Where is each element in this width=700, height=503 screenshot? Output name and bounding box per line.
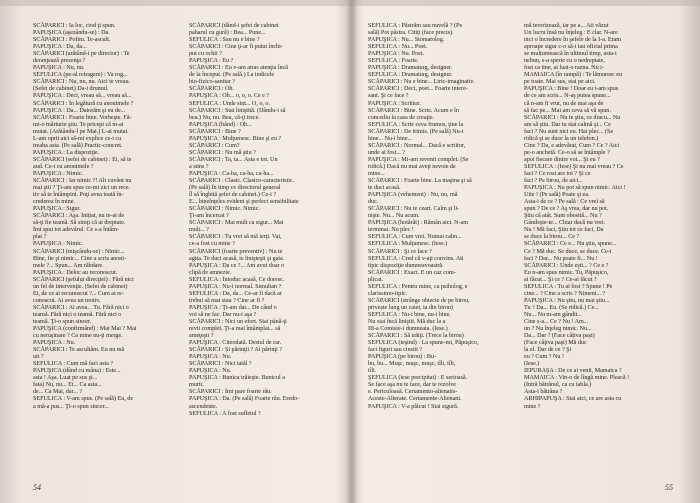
- text-line: SEFULICA : Unde sint... O, o, o.: [189, 99, 270, 107]
- text-line: plat ?: [33, 233, 47, 241]
- text-line: nişte. Nu... Nu acum.: [368, 212, 420, 220]
- text-line: SCĂPARICI : Nici tatăl ?: [189, 360, 252, 368]
- text-line: PAPUŞICA : Nimic.: [33, 169, 83, 177]
- text-line: PAPUŞICA : Nu.: [33, 339, 76, 347]
- text-line: SCĂPARICI : Cine ţi-ar fi putut închi-: [189, 43, 283, 51]
- text-line: să-ţi fie teamă. Să simţi că ai dreptate.: [33, 219, 126, 227]
- text-line: SEFULICA : Mulţumesc. (Iese.): [368, 240, 448, 248]
- text-line: SCĂPARICI : Şi ce face ?: [368, 247, 432, 255]
- text-line: Nu stai încă liniştit. Mă duc la a: [368, 317, 446, 325]
- text-line: SCĂPARICI : Eu v-am atras atenţia încă: [189, 64, 288, 72]
- text-line: mai ştii ? Ţi-am spus ce-mi zici un rece.: [33, 184, 131, 192]
- text-line: Tu ? Da... Eu. (Se ridică.) Ce...: [524, 303, 599, 311]
- left-column-2: [189, 22, 335, 462]
- text-line: SCĂPARICI : Bine ?: [189, 127, 241, 135]
- text-line: mi-o mărturie ştiu. Te pricepi că m-ai: [33, 120, 124, 128]
- text-line: PAPUŞICA : Dramaturg, designer.: [368, 64, 453, 72]
- text-line: SCĂPARICI (mişcându-se) : Nimic...: [33, 247, 125, 255]
- text-line: că n-am fi vrut, nu de mai aşa de: [524, 99, 604, 107]
- text-line: SEFULICA : Cred că v-aţi convins. Ati: [368, 254, 464, 262]
- text-line: PAPUŞICA : Deloc au reconoscut.: [33, 268, 118, 276]
- text-line: Cine ? Da, e adevărat, Cum ? Ce ? Aici: [524, 141, 620, 149]
- text-line: SCĂPARICI : Nu te ceart. Calm şi li-: [368, 205, 460, 213]
- text-line: Uite ! (Pe sală) Poate şi ea.: [524, 191, 590, 199]
- text-line: clipă de amnezie.: [189, 268, 232, 276]
- text-line: bea.) Nu, nu. Bea, că-ţi trece.: [189, 113, 260, 121]
- text-line: Asta-i de ce ? Pe sală : Ce vrei să: [524, 198, 605, 206]
- text-line: SCĂPARICI : Ai avea... Tu. Fără nici o: [33, 303, 129, 311]
- text-line: trebui să mai stau ? Cine ar fi ?: [189, 296, 265, 304]
- text-line: Cine s-a... Ce ? Nu ! Am...: [524, 317, 589, 325]
- text-line: PAPUŞICA : Nu, nu.: [33, 64, 85, 72]
- text-line: SEFULICA (ieşind) : La spune-mi, Păpuşico,: [368, 339, 479, 347]
- text-line: nici o încredere în şefele de la I-a. Eram: [524, 36, 622, 44]
- text-line: faci ? Pe birou, de aici...: [524, 177, 583, 185]
- text-line: plicat.: [368, 275, 383, 283]
- text-line: PAPUŞICA : Deci, vreau să... vreau să...: [33, 92, 132, 100]
- text-line: PAPUŞICA : Eu ?: [189, 57, 234, 65]
- text-line: mele ?... Spun... Am răbdare.: [33, 261, 104, 269]
- text-line: Nu ! Mă faci, Ştiu tot ce faci, Da: [524, 226, 604, 234]
- text-line: duc.: [368, 198, 379, 206]
- text-line: PAPUŞICA : Nu.: [189, 367, 232, 375]
- text-line: unde ai fost... ?: [368, 148, 405, 156]
- text-line: ridică şi se duce la un telefon.): [524, 134, 599, 142]
- text-line: apoi fiecare dintre voi... Şi eu ?: [524, 155, 600, 163]
- text-line: SCĂPARICI : Ce e... Nu ştiu, spune...: [524, 240, 617, 248]
- text-line: la el. Dar de ce ? Şi: [524, 346, 572, 354]
- text-line: SEFULICA : Nu-i bine, nu-i bine.: [368, 310, 451, 318]
- text-line: PAPUŞICA : Da ce ?... Am avut doar o: [189, 261, 285, 269]
- text-line: pe toate. Mai sus, stai pe aici.: [524, 78, 596, 86]
- text-line: SEFULICA : Sau nu e bine ?: [189, 36, 260, 44]
- text-line: Ştiu că atât. Sunt obosită... Nu ?: [524, 212, 602, 220]
- text-line: SCĂPARICI : Nici un efort. Stai până-ţi: [189, 317, 287, 325]
- text-line: PAPUŞICA (aşezându-se) : Da.: [33, 29, 110, 37]
- text-line: L-am oprit aici să-mi explice ce-i cu: [33, 134, 122, 142]
- text-line: SCĂPARICI : Nu e bine... Liric-imaginativ.: [368, 78, 475, 86]
- text-line: eu ? Cum ? Nu !: [524, 353, 564, 361]
- text-line: SEFULICA : Întoduc acasă, Ce doresc.: [189, 275, 285, 283]
- text-line: SCĂPARICI : Nu, nu, nu. Aici te vreau.: [33, 78, 131, 86]
- text-line: clarissimo-tipic.: [368, 289, 408, 297]
- text-line: ŞEFULICA (iese precipitat) : E serioasă.: [368, 374, 468, 382]
- text-line: SCĂPARICI : Stai liniştită. (Dându-i să: [189, 106, 286, 114]
- text-line: SEFULICA : Scrie ceva frumos, ţine la: [368, 120, 464, 128]
- text-line: se duce la birou... Ce ?: [524, 233, 580, 241]
- text-line: PAPUŞICA : Scriitor.: [368, 99, 421, 107]
- text-line: Asta-i bătrâna ?: [524, 388, 563, 396]
- text-line: SEFULICA : Da, da... Ce-ar fi dacă ar: [189, 289, 282, 297]
- text-line: bu, bu... Muşc, muşc, muşc, tîli, tîli,: [368, 360, 456, 368]
- text-line: revii complet. Ţi-a mai întâmplat... să: [189, 325, 281, 333]
- text-line: terminat. Nu plec !: [368, 226, 414, 234]
- text-line: SCĂPARICI : Unde eşti... ? Ce e ?: [524, 261, 609, 269]
- text-line: sală) Pot păstra. Citiţi (face precis).: [368, 29, 454, 37]
- left-column-1: [33, 22, 179, 462]
- text-line: SCĂPARICI (strânge obiecte de pe birou,: [368, 296, 470, 304]
- text-line: PAPUŞICA : V-a plăcut ! Stai sigură.: [368, 402, 459, 410]
- text-line: Da... Dar ? (Face câțiva pași): [524, 332, 595, 340]
- text-line: aproape sigur c-o să-i iau oficial prima: [524, 43, 618, 51]
- text-line: uit ?: [33, 353, 44, 361]
- text-line: SCĂPARICI : Ta, ta... Asta e tot. Un: [189, 155, 278, 163]
- text-line: teamă. Ţi-o spun sincer.: [33, 317, 92, 325]
- text-line: SCĂPARICI : Pofim. Te-ascult.: [33, 36, 111, 44]
- text-line: SEFULICA : Foarte.: [368, 57, 419, 65]
- text-line: SCĂPARICI : Mai mult ca sigur... Mai: [189, 219, 284, 227]
- text-line: SEFULICA : Nu... Poet.: [368, 43, 428, 51]
- text-line: mă terorizează, iar pe a... Ati văzut: [524, 22, 609, 29]
- text-line: te duci acasă.: [368, 184, 401, 192]
- text-line: ridică.) Dacă nu mai aveţi nevoie de: [368, 162, 456, 170]
- book-gutter: [346, 0, 358, 503]
- text-line: ascendente.: [189, 402, 218, 410]
- text-line: SEFULICA (pe-al retragere) : Va rog...: [33, 71, 128, 79]
- text-line: Aceste-Alterate. Certamente-Alienant.: [368, 395, 462, 403]
- text-line: fata) Nu, nu... Ei... Ca asta...: [33, 381, 102, 389]
- text-line: Gândeşte-te... Chiar dacă nu vrei.: [524, 219, 606, 227]
- text-line: faci figuri sau cinstit ?: [368, 346, 423, 354]
- text-line: SCĂPARICI : Cum?: [189, 141, 240, 149]
- text-line: PAPUŞICA : Ca-ha, ca-ha, ca-ha...: [189, 169, 274, 177]
- text-line: SCĂPARICI : Iar nimic ?! Alt cuvânt nu: [33, 177, 132, 185]
- text-line: e. Periculoasă. Certamento-alienatis-: [368, 388, 458, 396]
- right-column-2: [524, 22, 670, 462]
- text-line: ai făcut... Şi ce ? Ce-ai făcut ?: [524, 275, 597, 283]
- text-line: SCĂPARICI : Oh.: [189, 85, 234, 93]
- text-line: PAPUŞICA (dând cu mâna) : Este...: [33, 367, 121, 375]
- text-line: de ce am scris... N-aş putea spune...: [524, 92, 611, 100]
- text-line: ARHIPAPUŞA : Stai aici, ce are asta cu: [524, 395, 622, 403]
- text-line: PAPUŞICA : Mi-am revenit complet. (Se: [368, 155, 469, 163]
- text-line: SCĂPARICI : Aşa. Inițiat, nu te-ai de: [33, 212, 125, 220]
- text-line: PAPUŞICA : Nu.: [189, 353, 232, 361]
- text-line: SCĂPARICI (sefei de cabinet) : Ei, să te: [33, 155, 132, 163]
- text-line: SCĂPARICI : În legătură cu anonimele ?: [33, 99, 134, 107]
- text-line: Îmi spui tot adevărul. Ce s-a întâm-: [33, 226, 120, 234]
- text-line: SCĂPARICI : Ia loc, ciod ţi spun.: [33, 22, 116, 29]
- text-line: de... Ca Mai, dar... ?: [33, 388, 82, 396]
- text-line: aud. Ce-i cu anonimele ?: [33, 162, 94, 170]
- text-line: SEFULICA : Pentru mine, ca psiholog, e: [368, 282, 468, 290]
- text-line: Se face aşa nu te face, dar te rezolve: [368, 381, 456, 389]
- text-line: spun ? De ce ? Aş vrea, dar nu pot.: [524, 205, 609, 213]
- text-line: mine ?: [524, 402, 541, 410]
- text-line: SEFULICA : (Iese) Şi nu mai vreau ? Ce: [524, 162, 624, 170]
- text-line: PAPUŞICA : Ţi-am dat... De când o: [189, 303, 277, 311]
- text-line: SEFULICA : A fost sufletul ?: [189, 409, 261, 417]
- text-line: murit.: [189, 381, 204, 389]
- text-line: SEFULICA : Dramaturg, designer.: [368, 71, 453, 79]
- text-line: cu neruşinare ? Ca mine nu-ţi merge.: [33, 332, 123, 340]
- right-page: [368, 22, 673, 492]
- text-line: PAPUŞICA (hotărât) : Rămân aici. N-am: [368, 219, 469, 227]
- text-line: PAPUŞICA (vehement) : Nu, nu, mă: [368, 191, 458, 199]
- text-line: asta ! Aşa. Luat pe sus şi...: [33, 374, 98, 382]
- text-line: SCĂPARICI (şefului direcţiei) : Fără nici: [33, 275, 134, 283]
- text-line: SEFULICA : Cum mă faci asta ?: [33, 360, 114, 368]
- text-line: agita. Te duci acasă, te linişteşti şi gata.: [189, 254, 285, 262]
- text-line: un ? Nu înţeleg nimic. Nu...: [524, 325, 592, 333]
- text-line: se mulțumească în ultimul timp, asta-i: [524, 50, 617, 58]
- text-line: III-a Comisie-i dumneata. (Iese.): [368, 325, 448, 333]
- text-line: mutat. (Arătându-l pe Mai.) L-ai mutat.: [33, 127, 129, 135]
- text-line: PAPUŞICA : Bine ! Doar eu i-am spus: [524, 85, 619, 93]
- text-line: Ce ? Mă duc. Se duce, se duce. Ce-i: [524, 247, 612, 255]
- right-column-1: [368, 22, 514, 462]
- text-line: (Face câţiva paşi) Mă duc: [524, 339, 587, 347]
- text-line: mine...: [368, 169, 385, 177]
- text-line: SCĂPARICI : Nu mă ştiu ?: [189, 148, 256, 156]
- text-line: faci ? Ce rost are tot ? Şi ce: [524, 169, 591, 177]
- text-line: Bine, fie şi nimic... Cine a scris anoni-: [33, 254, 126, 262]
- text-line: SCĂPARICI : Clasic. Clasico-caracteristic.: [189, 177, 295, 185]
- text-line: Ei, de ce ai recunoscut ?... Cum ai re-: [33, 289, 124, 297]
- text-line: (Pe sală) În timp ce directorul general: [189, 184, 281, 192]
- text-line: faci ? Dar... Nu poate fi... Nu !: [524, 254, 598, 262]
- text-line: PAPUŞICA : Da. (Pe sală) Foarte rău. Eredo-: [189, 395, 300, 403]
- text-line: a stins ?: [189, 162, 209, 170]
- text-line: tiv să te întâmpini. Poţi avea toată în-: [33, 191, 124, 199]
- text-line: Eu n-am spus nimic. Tu, Păpuşico,: [524, 268, 609, 276]
- left-page: [33, 22, 338, 492]
- text-line: SEFULICA : V-am spus. (Pe sală) Eu, de: [33, 395, 134, 403]
- text-line: faci ? Nu sunt nici eu. Hai plec... (Se: [524, 127, 614, 135]
- text-line: MAMAICA (în rampă) : Te lămuresc eu: [524, 71, 623, 79]
- text-line: sant. Şi ce face ?: [368, 92, 409, 100]
- text-line: crederea în mine.: [33, 198, 75, 206]
- text-line: SCĂPARICI : Deci, poet... Foarte intere-: [368, 85, 468, 93]
- text-line: PAPUŞICA (pe birou) : Bu-: [368, 353, 436, 361]
- text-line: concediu la casa de creaţie.: [368, 113, 435, 121]
- text-line: ameţeşti ?: [189, 332, 214, 340]
- text-line: PAPUŞICA : Oh... o, o, o. Ce e ?: [189, 92, 269, 100]
- text-line: PAPUŞICA : Mulţumesc. Bine şi eu ?: [189, 134, 282, 142]
- text-line: Nu... Nu m-am gândit...: [524, 310, 582, 318]
- text-line: PAPUŞICA : La dispoziţie.: [33, 148, 100, 156]
- text-line: Ţi-am încercat ?: [189, 212, 229, 220]
- text-line: (Intră bătrânul, ca cu tabla.): [524, 381, 592, 389]
- text-line: ce-a fost cu mine ?: [189, 240, 235, 248]
- text-line: SCĂPARICI : Bine. Scrie. Acum e în: [368, 106, 459, 114]
- text-line: SEFULICA : Tu ai fost ? Spune ! Pe: [524, 282, 613, 290]
- text-line: SEFULICA : Păstrăm sau nuvelă ? (Pe: [368, 22, 463, 29]
- text-line: PAPUŞICA : Da, da...: [33, 43, 87, 51]
- text-line: bio-fizico-sanitar ?: [189, 78, 235, 86]
- text-line: tipic dispoziţie dumneavoastră.: [368, 261, 444, 269]
- text-line: PAPUŞICA : Nu ştiu, nu mai ştiu...: [524, 296, 610, 304]
- text-line: PAPUŞICA : Nu-i normal. Simultan ?: [189, 282, 282, 290]
- text-line: am să ştiu. Dar tu stai calmă şi... Ce: [524, 120, 611, 128]
- text-line: PAPUŞICA : Citeodată. Destul de rar.: [189, 339, 281, 347]
- text-line: PAPUŞICA : Nu... Stomatolog.: [368, 36, 445, 44]
- text-line: deranjează prezenţa ?: [33, 57, 86, 65]
- text-line: SCĂPARICI : Normal... Dacă e scriitor,: [368, 141, 466, 149]
- text-line: fost ca tine, ai luat-o razna. Nu i-: [524, 64, 604, 72]
- text-line: SCĂPARICI : Te ascultăm. Eu nu mă: [33, 346, 125, 354]
- text-line: (Sefei de cabinet) Da-i drumul.: [33, 85, 109, 93]
- text-line: de la început. (Pe sală.) La indicele: [189, 71, 275, 79]
- text-line: treaba asta. (Pe sală) Practic-concret.: [33, 141, 123, 149]
- text-line: SCĂPARICI : Să trăiţi. (Trece la birou): [368, 332, 464, 340]
- text-line: IEPURAŞA : De ce ai venit, Mamaica ?: [524, 367, 622, 375]
- text-line: SCĂPARICI : Foarte bine. Vorbeşte. Fă-: [33, 113, 132, 121]
- right-page-number: 55: [665, 483, 673, 492]
- text-line: SCĂPARICI : Nu te ştiu, ce dracu... Nu: [524, 113, 621, 121]
- text-line: să fac pe... Mai am ceva să vă spun.: [524, 106, 611, 114]
- text-line: put cu ochii ?: [189, 50, 222, 58]
- text-line: SCĂPARICI (foarte preventiv) : Nu te: [189, 247, 283, 255]
- text-line: PAPUŞICA (confirmând) : Mai Mai ? Mai: [33, 325, 137, 333]
- left-page-number: 54: [33, 483, 41, 492]
- text-line: Un lucru însă nu înţeleg : E clar. N-are: [524, 29, 618, 37]
- text-line: nebun, s-a sperie cu o nedreptate,: [524, 57, 605, 65]
- text-line: SCĂPARICI : Nimic. Nimic.: [189, 205, 260, 213]
- text-line: paharul cu gură) : Bea... Pune...: [189, 29, 266, 37]
- text-line: SEFULICA : Cum vrei. Numai calm...: [368, 233, 462, 241]
- text-line: E... bineînţeles evident şi perfect sensibilitate: [189, 198, 299, 206]
- text-line: SCĂPARICI : Îmi pare foarte rău.: [189, 388, 272, 396]
- text-line: PAPUŞICA : Da... Datorăm şi eu de...: [33, 106, 126, 114]
- text-line: PAPUŞICA (bând) : Oh...: [189, 120, 252, 128]
- text-line: SCĂPARICI (arătând-i pe director) : Te: [33, 50, 130, 58]
- text-line: SCĂPARICI : Foarte bine. La maşina şi să: [368, 177, 472, 185]
- text-line: mult... ?: [189, 226, 209, 234]
- text-line: PAPUŞICA : Bunica trăieşte. Bunicul a: [189, 374, 285, 382]
- text-line: MAMAICA : Vin-o de lîngă mine. Pleacă !: [524, 374, 630, 382]
- text-line: PAPUŞICA : Nu. Poet.: [368, 50, 425, 58]
- text-line: SCĂPARICI : Și părinţii ? Ai părinţi ?: [189, 346, 282, 354]
- text-line: teamă. Fără nici o teamă. Fără nici o: [33, 310, 122, 318]
- text-line: voi să ne fac. Dar nu-i aşa ?: [189, 310, 257, 318]
- text-line: pe-o anchetă. Ce-o să se întâmple ?: [524, 148, 610, 156]
- text-line: cine... ? Cine a scris ? Nimeni... ?: [524, 289, 606, 297]
- text-line: PAPUŞICA : Nu pot să spun nimic. Aici !: [524, 184, 626, 192]
- text-line: bine... Nu-i bine...: [368, 134, 413, 142]
- text-line: cunoscut. Ai avea un motiv.: [33, 296, 101, 304]
- text-line: SCĂPARICI : Tu vrei să mă ierţi. Vai,: [189, 233, 282, 241]
- text-line: a mă-a pus... Ţi-o spun sincer...: [33, 402, 109, 410]
- text-line: SCĂPARICI (dând-i şefei de cabinet: [189, 22, 279, 29]
- text-line: SCĂPARICI : De trimis. (Pe sală) Nu-i: [368, 127, 464, 135]
- text-line: privește lung un caiet, ia din birou): [368, 303, 453, 311]
- text-line: (Iese.): [524, 360, 540, 368]
- text-line: tîli.: [368, 367, 377, 375]
- text-line: SCĂPARICI : Exact. E un caz com-: [368, 268, 456, 276]
- text-line: PAPUŞICA : Nimic.: [33, 240, 83, 248]
- text-line: un fel de intervenţie. (Sefei de cabinet): [33, 282, 128, 290]
- text-line: îl să înghită şefei de cabinet.) Ce-i ?: [189, 191, 277, 199]
- text-line: PAPUŞICA : Sigur.: [33, 205, 81, 213]
